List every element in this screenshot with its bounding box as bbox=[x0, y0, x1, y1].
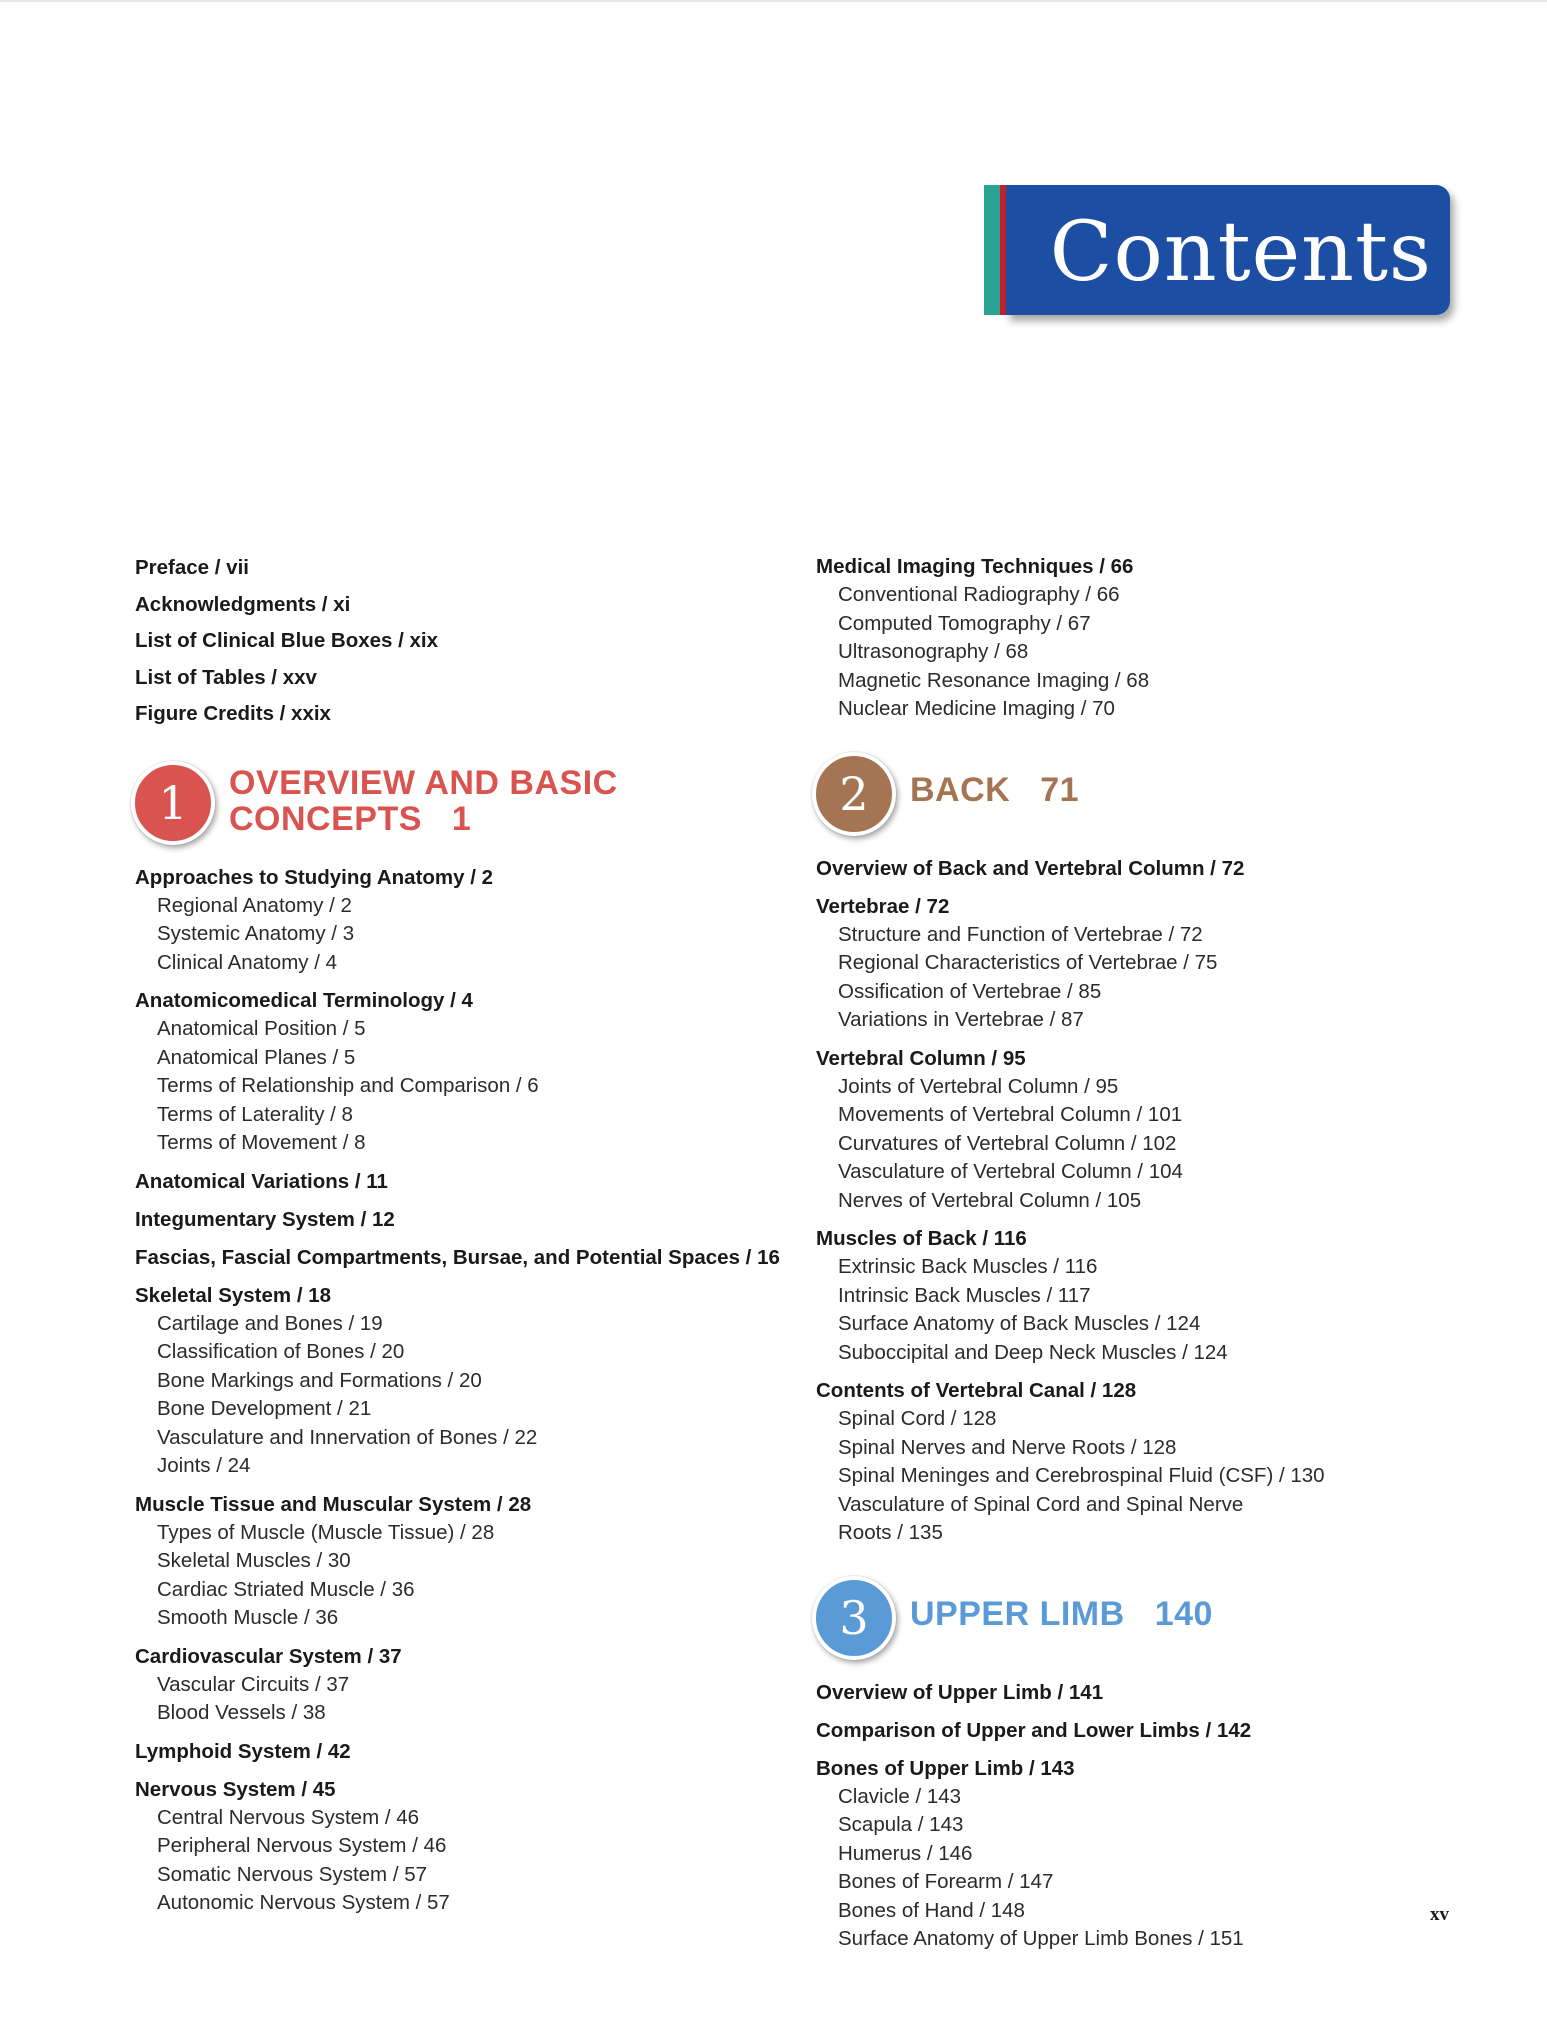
toc-entry-figure-credits[interactable]: Figure Credits / xxix bbox=[135, 702, 331, 725]
chapter-number: 1 bbox=[158, 775, 188, 830]
subsection-entry[interactable]: Central Nervous System / 46 bbox=[157, 1805, 420, 1829]
subsection-entry[interactable]: Anatomical Planes / 5 bbox=[157, 1045, 356, 1069]
toc-section bbox=[816, 1374, 1496, 1548]
top-rule bbox=[0, 0, 1547, 2]
subsection-entry[interactable]: Regional Anatomy / 2 bbox=[157, 893, 352, 917]
toc-section bbox=[135, 861, 815, 978]
subsection-entry[interactable]: Roots / 135 bbox=[838, 1521, 943, 1544]
subsection-entry[interactable]: Systemic Anatomy / 3 bbox=[157, 922, 355, 945]
toc-section bbox=[816, 1676, 1496, 1707]
toc-section bbox=[816, 1752, 1496, 1954]
subsection-entry[interactable]: Terms of Movement / 8 bbox=[157, 1131, 366, 1154]
section-heading[interactable]: Anatomical Variations / 11 bbox=[135, 1169, 388, 1193]
section-heading[interactable]: Bones of Upper Limb / 143 bbox=[816, 1756, 1075, 1780]
section-heading[interactable]: Comparison of Upper and Lower Limbs / 142 bbox=[816, 1718, 1252, 1742]
subsection-entry[interactable]: Blood Vessels / 38 bbox=[157, 1701, 326, 1724]
subsection-entry[interactable]: Joints of Vertebral Column / 95 bbox=[838, 1074, 1119, 1098]
chapter-title bbox=[229, 765, 618, 837]
subsection-entry[interactable]: Regional Characteristics of Vertebrae / 75 bbox=[838, 951, 1218, 974]
subsection-entry[interactable]: Conventional Radiography / 66 bbox=[838, 583, 1120, 606]
subsection-entry[interactable]: Movements of Vertebral Column / 101 bbox=[838, 1103, 1183, 1126]
toc-section bbox=[135, 1735, 815, 1766]
chapter-title bbox=[910, 1596, 1213, 1632]
chapter-number: 2 bbox=[839, 766, 869, 821]
subsection-entry[interactable]: Surface Anatomy of Back Muscles / 124 bbox=[838, 1312, 1201, 1335]
section-heading[interactable]: Contents of Vertebral Canal / 128 bbox=[816, 1379, 1137, 1402]
section-heading[interactable]: Muscle Tissue and Muscular System / 28 bbox=[135, 1492, 532, 1516]
subsection-entry[interactable]: Bone Development / 21 bbox=[157, 1397, 372, 1420]
subsection-entry[interactable]: Structure and Function of Vertebrae / 72 bbox=[838, 922, 1203, 946]
subsection-entry[interactable]: Scapula / 143 bbox=[838, 1813, 964, 1836]
subsection-entry[interactable]: Terms of Relationship and Comparison / 6 bbox=[157, 1074, 539, 1097]
chapter-3-heading[interactable] bbox=[816, 1568, 1496, 1662]
subsection-entry[interactable]: Humerus / 146 bbox=[838, 1841, 973, 1865]
subsection-entry[interactable]: Curvatures of Vertebral Column / 102 bbox=[838, 1131, 1177, 1155]
subsection-entry[interactable]: Bones of Forearm / 147 bbox=[838, 1870, 1054, 1893]
chapter-2-sections bbox=[816, 852, 1496, 1548]
section-heading[interactable]: Lymphoid System / 42 bbox=[135, 1739, 351, 1763]
section-heading[interactable]: Cardiovascular System / 37 bbox=[135, 1644, 402, 1668]
chapter-1-heading[interactable] bbox=[135, 753, 815, 847]
subsection-entry[interactable]: Spinal Meninges and Cerebrospinal Fluid (CSF) / 130 bbox=[838, 1464, 1325, 1487]
section-heading[interactable]: Vertebrae / 72 bbox=[816, 894, 950, 918]
banner-teal-stripe bbox=[984, 185, 1000, 315]
section-heading[interactable]: Skeletal System / 18 bbox=[135, 1283, 332, 1307]
subsection-entry[interactable]: Types of Muscle (Muscle Tissue) / 28 bbox=[157, 1520, 495, 1544]
section-heading[interactable]: Overview of Back and Vertebral Column / 72 bbox=[816, 856, 1245, 880]
subsection-entry[interactable]: Cardiac Striated Muscle / 36 bbox=[157, 1577, 415, 1601]
chapter-title bbox=[910, 772, 1079, 808]
subsection-entry[interactable]: Somatic Nervous System / 57 bbox=[157, 1862, 428, 1886]
toc-section bbox=[816, 852, 1496, 883]
toc-entry-clinical-blue-boxes[interactable]: List of Clinical Blue Boxes / xix bbox=[135, 629, 439, 652]
section-heading[interactable]: Muscles of Back / 116 bbox=[816, 1227, 1027, 1250]
toc-right-column bbox=[816, 550, 1496, 1954]
subsection-entry[interactable]: Skeletal Muscles / 30 bbox=[157, 1549, 351, 1572]
section-heading[interactable]: Anatomicomedical Terminology / 4 bbox=[135, 989, 473, 1012]
chapter-page: 71 bbox=[1040, 770, 1080, 809]
chapter-number-badge bbox=[812, 1576, 896, 1660]
section-heading[interactable]: Overview of Upper Limb / 141 bbox=[816, 1680, 1104, 1704]
section-heading[interactable]: Approaches to Studying Anatomy / 2 bbox=[135, 865, 494, 889]
toc-section bbox=[135, 1279, 815, 1481]
subsection-entry[interactable]: Smooth Muscle / 36 bbox=[157, 1606, 339, 1629]
subsection-entry[interactable]: Bones of Hand / 148 bbox=[838, 1898, 1025, 1922]
section-heading[interactable]: Vertebral Column / 95 bbox=[816, 1046, 1026, 1070]
subsection-entry[interactable]: Joints / 24 bbox=[157, 1454, 251, 1477]
toc-entry-preface[interactable]: Preface / vii bbox=[135, 556, 249, 579]
subsection-entry[interactable]: Anatomical Position / 5 bbox=[157, 1017, 366, 1040]
section-heading[interactable]: Medical Imaging Techniques / 66 bbox=[816, 555, 1134, 578]
subsection-entry[interactable]: Intrinsic Back Muscles / 117 bbox=[838, 1283, 1091, 1307]
subsection-entry[interactable]: Vasculature and Innervation of Bones / 22 bbox=[157, 1425, 538, 1449]
toc-section bbox=[135, 984, 815, 1158]
toc-section bbox=[135, 1241, 815, 1272]
toc-section bbox=[135, 1640, 815, 1728]
section-heading[interactable]: Nervous System / 45 bbox=[135, 1777, 336, 1801]
toc-section bbox=[816, 550, 1496, 724]
chapter-page: 140 bbox=[1154, 1594, 1213, 1633]
toc-section bbox=[135, 1203, 815, 1234]
subsection-entry[interactable]: Computed Tomography / 67 bbox=[838, 611, 1091, 635]
subsection-entry[interactable]: Spinal Cord / 128 bbox=[838, 1407, 997, 1430]
toc-left-column bbox=[135, 550, 815, 1918]
page-number: xv bbox=[1430, 1904, 1449, 1925]
toc-section bbox=[135, 1773, 815, 1918]
subsection-entry[interactable]: Extrinsic Back Muscles / 116 bbox=[838, 1255, 1098, 1278]
subsection-entry[interactable]: Nerves of Vertebral Column / 105 bbox=[838, 1188, 1142, 1212]
toc-entry-acknowledgments[interactable]: Acknowledgments / xi bbox=[135, 592, 351, 616]
toc-section bbox=[816, 890, 1496, 1035]
section-heading[interactable]: Integumentary System / 12 bbox=[135, 1207, 395, 1231]
subsection-entry[interactable]: Ossification of Vertebrae / 85 bbox=[838, 979, 1102, 1003]
subsection-entry[interactable]: Classification of Bones / 20 bbox=[157, 1340, 405, 1363]
chapter-number: 3 bbox=[839, 1590, 869, 1645]
toc-section bbox=[135, 1488, 815, 1633]
subsection-entry[interactable]: Peripheral Nervous System / 46 bbox=[157, 1834, 447, 1857]
front-matter-list bbox=[135, 550, 815, 733]
subsection-entry[interactable]: Clavicle / 143 bbox=[838, 1784, 962, 1808]
chapter-title-line-1: OVERVIEW AND BASIC bbox=[229, 763, 618, 802]
subsection-entry[interactable]: Suboccipital and Deep Neck Muscles / 124 bbox=[838, 1340, 1228, 1364]
subsection-entry[interactable]: Vasculature of Vertebral Column / 104 bbox=[838, 1160, 1183, 1183]
chapter-number-badge bbox=[131, 761, 215, 845]
chapter-page: 1 bbox=[451, 799, 472, 838]
toc-section bbox=[135, 1165, 815, 1196]
subsection-entry[interactable]: Spinal Nerves and Nerve Roots / 128 bbox=[838, 1435, 1177, 1459]
chapter-2-heading[interactable] bbox=[816, 744, 1496, 838]
subsection-entry[interactable]: Autonomic Nervous System / 57 bbox=[157, 1891, 450, 1914]
subsection-entry[interactable]: Surface Anatomy of Upper Limb Bones / 151 bbox=[838, 1927, 1244, 1950]
subsection-entry[interactable]: Bone Markings and Formations / 20 bbox=[157, 1368, 482, 1392]
subsection-entry[interactable]: Variations in Vertebrae / 87 bbox=[838, 1008, 1084, 1031]
section-heading[interactable]: Fascias, Fascial Compartments, Bursae, and Potential Spaces / 16 bbox=[135, 1245, 780, 1269]
subsection-entry[interactable]: Ultrasonography / 68 bbox=[838, 640, 1029, 663]
toc-section bbox=[816, 1042, 1496, 1216]
subsection-entry[interactable]: Magnetic Resonance Imaging / 68 bbox=[838, 668, 1150, 692]
chapter-title-text: BACK bbox=[910, 770, 1011, 809]
chapter-title-text: UPPER LIMB bbox=[910, 1594, 1125, 1633]
chapter-1-sections bbox=[135, 861, 815, 1918]
chapter-title-line-2: CONCEPTS bbox=[229, 799, 422, 838]
contents-banner bbox=[984, 185, 1450, 315]
subsection-entry[interactable]: Clinical Anatomy / 4 bbox=[157, 950, 338, 974]
chapter-3-sections bbox=[816, 1676, 1496, 1954]
subsection-entry[interactable]: Nuclear Medicine Imaging / 70 bbox=[838, 697, 1115, 720]
page-title: Contents bbox=[1049, 205, 1432, 300]
subsection-entry[interactable]: Vasculature of Spinal Cord and Spinal Nerve bbox=[838, 1492, 1244, 1516]
subsection-entry[interactable]: Vascular Circuits / 37 bbox=[157, 1672, 350, 1696]
subsection-entry[interactable]: Cartilage and Bones / 19 bbox=[157, 1311, 383, 1335]
subsection-entry[interactable]: Terms of Laterality / 8 bbox=[157, 1102, 353, 1126]
toc-section bbox=[816, 1222, 1496, 1367]
toc-entry-list-of-tables[interactable]: List of Tables / xxv bbox=[135, 665, 317, 689]
banner-box bbox=[1006, 185, 1450, 315]
chapter-number-badge bbox=[812, 752, 896, 836]
toc-section bbox=[816, 1714, 1496, 1745]
